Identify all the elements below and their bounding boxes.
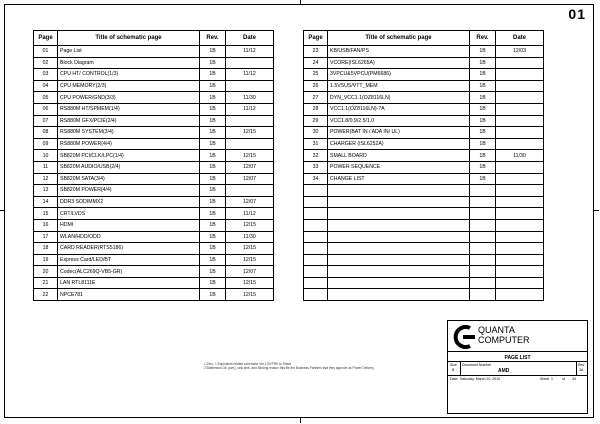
cell-date: 11/12 (226, 46, 274, 58)
cell-page (304, 266, 328, 278)
cell-rev (470, 289, 496, 301)
cell-page (304, 231, 328, 243)
cell-title (328, 208, 470, 220)
table-row (34, 115, 274, 127)
cell-title: POWER SEQUENCE (328, 161, 470, 173)
table-row (304, 46, 544, 58)
table-row (34, 289, 274, 301)
company-name (478, 325, 530, 345)
cell-date (496, 69, 544, 81)
cell-page: 12 (34, 173, 58, 185)
header-rev: Rev. (200, 31, 226, 46)
cell-date: 11/12 (226, 208, 274, 220)
rev-value: 3A (579, 368, 584, 372)
cell-rev: 1B (200, 254, 226, 266)
cell-title: NPCE781 (58, 289, 200, 301)
cell-date (496, 57, 544, 69)
of-label: of (562, 377, 565, 381)
cell-title (328, 289, 470, 301)
table-row (34, 69, 274, 81)
cell-page: 14 (34, 196, 58, 208)
cell-rev (470, 185, 496, 197)
table-row (304, 161, 544, 173)
cell-page: 26 (304, 80, 328, 92)
cell-page: 34 (304, 173, 328, 185)
cell-title: DYN_VCC1.1(OZ8116LN) (328, 92, 470, 104)
table-row (34, 266, 274, 278)
cell-page: 07 (34, 115, 58, 127)
table-row (34, 231, 274, 243)
cell-rev: 1B (470, 57, 496, 69)
cell-date: 12/15 (226, 150, 274, 162)
cell-date (496, 92, 544, 104)
table-row (304, 266, 544, 278)
company-line1: QUANTA (478, 325, 515, 335)
cell-date (226, 80, 274, 92)
cell-rev: 1B (470, 127, 496, 139)
cell-title (328, 231, 470, 243)
cell-rev: 1B (200, 103, 226, 115)
cell-page: 19 (34, 254, 58, 266)
frame-tick-bottom (300, 418, 301, 423)
cell-date (496, 161, 544, 173)
cell-rev: 1B (470, 103, 496, 115)
sheet-value: 1 (551, 377, 553, 381)
cell-page: 33 (304, 161, 328, 173)
cell-page: 25 (304, 69, 328, 81)
header-page: Page (304, 31, 328, 46)
divider (576, 362, 577, 375)
cell-page: 13 (34, 185, 58, 197)
table-row (34, 173, 274, 185)
cell-title: 3VPCU&5VPCU(PM6686) (328, 69, 470, 81)
cell-title: HDMI (58, 219, 200, 231)
cell-date (496, 208, 544, 220)
cell-page: 01 (34, 46, 58, 58)
cell-date (226, 115, 274, 127)
cell-date: 12/15 (226, 127, 274, 139)
cell-rev: 1B (470, 173, 496, 185)
cell-rev: 1B (470, 138, 496, 150)
cell-title: WLAN/HDD/ODD (58, 231, 200, 243)
sheet-title: PAGE LIST (504, 355, 531, 361)
cell-rev: 1B (200, 196, 226, 208)
table-row (304, 254, 544, 266)
cell-title: SB820M SATA(3/4) (58, 173, 200, 185)
sheet-label: Sheet (540, 377, 550, 381)
cell-page: 20 (34, 266, 58, 278)
cell-rev: 1B (200, 266, 226, 278)
cell-rev (470, 208, 496, 220)
cell-date: 11/12 (226, 69, 274, 81)
cell-date (496, 254, 544, 266)
cell-rev: 1B (200, 69, 226, 81)
cell-page (304, 243, 328, 255)
table-row (34, 161, 274, 173)
date-value: Saturday, March 20, 2010 (460, 377, 501, 381)
size-label: Size (450, 363, 457, 367)
cell-date (496, 277, 544, 289)
table-row (34, 80, 274, 92)
cell-title: CHANGE LIST (328, 173, 470, 185)
table-row (304, 69, 544, 81)
cell-date: 11/30 (226, 231, 274, 243)
cell-title: CARD READER(RTS5186) (58, 243, 200, 255)
cell-date (226, 57, 274, 69)
cell-rev: 1B (470, 46, 496, 58)
cell-rev: 1B (200, 277, 226, 289)
cell-title: RS880M SYSTEM(3/4) (58, 127, 200, 139)
table-row (304, 173, 544, 185)
cell-page: 10 (34, 150, 58, 162)
cell-date: 11/30 (496, 150, 544, 162)
cell-title: CPU HT/ CONTROL(1/3) (58, 69, 200, 81)
cell-title: VCC1.8/0.9/2.5/1.0 (328, 115, 470, 127)
table-row (34, 138, 274, 150)
cell-rev: 1B (200, 57, 226, 69)
table-row (304, 150, 544, 162)
cell-rev (470, 254, 496, 266)
cell-title: SB820M POWER(4/4) (58, 185, 200, 197)
of-value: 34 (572, 377, 576, 381)
cell-title (328, 254, 470, 266)
doc-value: AMD (498, 368, 510, 374)
cell-rev: 1B (200, 115, 226, 127)
cell-rev: 1B (200, 92, 226, 104)
table-row (34, 254, 274, 266)
cell-date: 11/30 (226, 92, 274, 104)
cell-date: 12/15 (226, 289, 274, 301)
cell-rev: 1B (200, 150, 226, 162)
table-row (304, 80, 544, 92)
table-row (34, 103, 274, 115)
cell-rev (470, 231, 496, 243)
cell-title: Express Card/LED/BT (58, 254, 200, 266)
cell-rev: 1B (200, 127, 226, 139)
cell-page: 15 (34, 208, 58, 220)
frame-tick-top (300, 0, 301, 4)
cell-date (496, 185, 544, 197)
cell-title: VCORE(ISL6265A) (328, 57, 470, 69)
page-list-table-right (303, 30, 544, 301)
cell-date (496, 196, 544, 208)
table-row (304, 219, 544, 231)
table-row (304, 115, 544, 127)
cell-date (496, 243, 544, 255)
cell-title: CHARGER (ISL6252A) (328, 138, 470, 150)
title-block (447, 320, 588, 414)
cell-page: 30 (304, 127, 328, 139)
cell-title (328, 185, 470, 197)
cell-rev: 1B (470, 161, 496, 173)
cell-rev: 1B (200, 231, 226, 243)
cell-rev: 1B (200, 208, 226, 220)
cell-page: 31 (304, 138, 328, 150)
document-row (448, 361, 587, 375)
table-row (304, 92, 544, 104)
cell-date (496, 173, 544, 185)
date-label: Date: (450, 377, 459, 381)
cell-page (304, 289, 328, 301)
page-list-table-left (33, 30, 274, 301)
cell-rev: 1B (200, 243, 226, 255)
cell-title: RS880M GFX/PCIE(2/4) (58, 115, 200, 127)
cell-page (304, 254, 328, 266)
table-row (34, 196, 274, 208)
table-row (34, 150, 274, 162)
cell-date (496, 115, 544, 127)
title-row (448, 351, 587, 361)
note-line: 1.Zero, 1 Equivalent related schematic Ver.1 BYPRE to Sheet (204, 362, 291, 366)
cell-page: 23 (304, 46, 328, 58)
cell-page: 29 (304, 115, 328, 127)
table-row (304, 103, 544, 115)
table-row (34, 57, 274, 69)
cell-page: 18 (34, 243, 58, 255)
table-row (304, 243, 544, 255)
cell-title (328, 196, 470, 208)
cell-title: SB820M PCI/CLK/LPC(1/4) (58, 150, 200, 162)
cell-rev: 1B (200, 46, 226, 58)
table-header-row (34, 31, 274, 46)
table-row (304, 138, 544, 150)
frame-tick-right (594, 210, 599, 211)
cell-page: 11 (34, 161, 58, 173)
table-row (34, 127, 274, 139)
cell-date (496, 289, 544, 301)
cell-title: LAN RTL8111E (58, 277, 200, 289)
cell-rev: 1B (470, 115, 496, 127)
cell-rev: 1B (200, 289, 226, 301)
cell-page: 22 (34, 289, 58, 301)
cell-date: 12/07 (226, 266, 274, 278)
cell-title: Page List (58, 46, 200, 58)
cell-rev (470, 266, 496, 278)
cell-page: 05 (34, 92, 58, 104)
cell-page: 09 (34, 138, 58, 150)
company-line2: COMPUTER (478, 335, 530, 345)
rev-label: Rev (578, 363, 585, 367)
cell-date: 12/03 (496, 46, 544, 58)
cell-title: CPU MEMORY(2/3) (58, 80, 200, 92)
header-page: Page (34, 31, 58, 46)
cell-page: 08 (34, 127, 58, 139)
header-rev: Rev. (470, 31, 496, 46)
quanta-logo-icon (450, 324, 478, 350)
cell-title: KB/USB/FAN/PS (328, 46, 470, 58)
cell-page (304, 196, 328, 208)
table-row (34, 92, 274, 104)
table-row (304, 231, 544, 243)
table-row (304, 289, 544, 301)
cell-title: SMALL BOARD (328, 150, 470, 162)
cell-page: 21 (34, 277, 58, 289)
cell-date (496, 80, 544, 92)
table-row (34, 277, 274, 289)
divider (460, 362, 461, 375)
cell-page: 28 (304, 103, 328, 115)
cell-page: 16 (34, 219, 58, 231)
header-title: Title of schematic page (58, 31, 200, 46)
cell-date: 12/15 (226, 254, 274, 266)
cell-rev (470, 196, 496, 208)
cell-date: 12/07 (226, 161, 274, 173)
cell-rev: 1B (200, 185, 226, 197)
cell-title: RS880M POWER(4/4) (58, 138, 200, 150)
table-row (34, 46, 274, 58)
cell-rev: 1B (200, 138, 226, 150)
cell-title: RS880M HT/SPMEM(1/4) (58, 103, 200, 115)
cell-title: VCC1.1(OZ8116LN)-7A (328, 103, 470, 115)
cell-date (226, 185, 274, 197)
cell-date (496, 219, 544, 231)
cell-date: 12/15 (226, 277, 274, 289)
cell-page: 04 (34, 80, 58, 92)
table-row (34, 243, 274, 255)
cell-rev (470, 219, 496, 231)
cell-rev (470, 277, 496, 289)
cell-date (226, 138, 274, 150)
cell-page: 02 (34, 57, 58, 69)
header-date: Date (226, 31, 274, 46)
table-header-row (304, 31, 544, 46)
cell-page: 03 (34, 69, 58, 81)
cell-title: CRT/LVDS (58, 208, 200, 220)
cell-page (304, 219, 328, 231)
table-row (304, 185, 544, 197)
cell-title (328, 277, 470, 289)
note-line: 2.Bottleneck Ok, pwr(), sink limb, and Binding reason this file the Business Partners that they approve as Power Delivery. (204, 366, 375, 370)
cell-rev: 1B (470, 92, 496, 104)
cell-title: Block Diagram (58, 57, 200, 69)
cell-date (496, 127, 544, 139)
cell-date: 12/07 (226, 173, 274, 185)
size-value: B (452, 368, 455, 372)
cell-page: 17 (34, 231, 58, 243)
cell-title: 1.5VSUS/VTT_MEM (328, 80, 470, 92)
table-row (304, 208, 544, 220)
cell-date (496, 138, 544, 150)
cell-rev: 1B (200, 80, 226, 92)
cell-title (328, 243, 470, 255)
cell-title: CPU POWER/GND(3/3) (58, 92, 200, 104)
cell-rev: 1B (470, 69, 496, 81)
cell-title: SB820M AUDIO/USB(2/4) (58, 161, 200, 173)
cell-date: 11/12 (226, 103, 274, 115)
cell-title: DDR3 SODIMMX2 (58, 196, 200, 208)
table-row (304, 277, 544, 289)
cell-date: 12/15 (226, 243, 274, 255)
cell-rev: 1B (200, 173, 226, 185)
cell-date (496, 103, 544, 115)
table-row (304, 127, 544, 139)
table-row (34, 219, 274, 231)
cell-page (304, 208, 328, 220)
cell-page: 27 (304, 92, 328, 104)
table-row (34, 208, 274, 220)
cell-date: 12/15 (226, 219, 274, 231)
cell-title (328, 219, 470, 231)
cell-page: 06 (34, 103, 58, 115)
cell-page (304, 277, 328, 289)
doc-label: Document Number (462, 363, 492, 367)
cell-title (328, 266, 470, 278)
cell-page (304, 185, 328, 197)
table-row (304, 57, 544, 69)
cell-title: Codec(ALC269Q-VB5-GR) (58, 266, 200, 278)
date-row (448, 375, 587, 381)
header-title: Title of schematic page (328, 31, 470, 46)
cell-rev: 1B (470, 80, 496, 92)
header-date: Date (496, 31, 544, 46)
page-number: 01 (568, 6, 586, 22)
cell-rev: 1B (200, 219, 226, 231)
cell-page: 24 (304, 57, 328, 69)
cell-rev: 1B (200, 161, 226, 173)
cell-date (496, 231, 544, 243)
cell-rev (470, 243, 496, 255)
table-row (304, 196, 544, 208)
notes (204, 362, 375, 370)
table-row (34, 185, 274, 197)
frame-tick-left (0, 210, 4, 211)
cell-date (496, 266, 544, 278)
cell-date: 12/07 (226, 196, 274, 208)
cell-title: POWER(BAT IN / ADA IN/ UL) (328, 127, 470, 139)
cell-rev: 1B (470, 150, 496, 162)
cell-page: 32 (304, 150, 328, 162)
